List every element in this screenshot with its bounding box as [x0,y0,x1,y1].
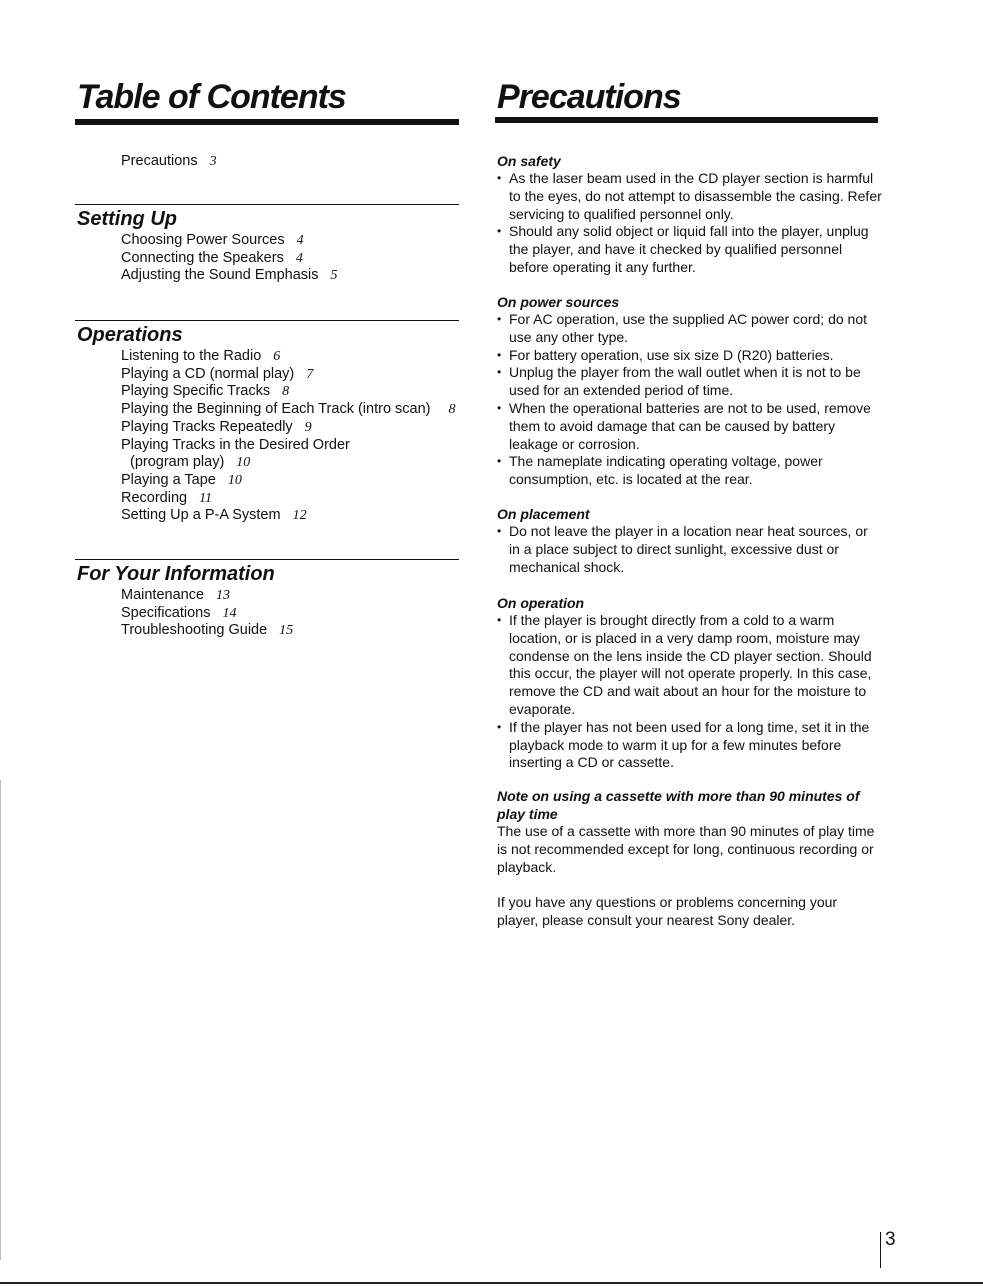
safety-heading: On safety [497,153,561,169]
toc-item[interactable] [121,366,456,384]
closing-section [497,894,882,930]
toc-item[interactable] [121,507,456,525]
list-item: • As the laser beam used in the CD player section is harmful to the eyes, do not attempt to disassemble the casing. Refer servicing to qualified personnel only. [497,170,882,223]
toc-item-label: (program play) [130,454,225,471]
toc-item-page: 11 [199,490,213,506]
placement-list [497,523,882,576]
toc-item[interactable] [121,348,456,366]
page-bottom-edge [0,1282,983,1284]
toc-item-label: Adjusting the Sound Emphasis [121,267,319,284]
toc-item-page: 8 [282,384,290,400]
toc-item-label: Precautions [121,153,198,169]
section-rule [75,320,459,321]
page-number-rule [880,1232,881,1268]
toc-item-label: Playing a Tape [121,471,216,488]
section-title-for-your-information: For Your Information [77,563,275,585]
page-number: 3 [885,1229,896,1250]
toc-item-page: 5 [330,268,338,284]
toc-item-label: Recording [121,489,188,506]
safety-section [497,152,882,277]
power-section [497,293,882,489]
toc-item-label: Specifications [121,604,211,621]
section-list-setting-up [121,232,338,285]
toc-item-label: Troubleshooting Guide [121,622,268,639]
section-rule [75,559,459,560]
section-title-setting-up: Setting Up [77,208,177,230]
cassette-note-text: The use of a cassette with more than 90 minutes of play time is not recommended except for long, continuous recording or playback. [497,823,875,875]
toc-item[interactable] [121,587,293,605]
operation-section [497,594,882,772]
toc-item-label: Maintenance [121,587,205,603]
toc-item-page: 8 [448,402,456,418]
placement-section [497,505,882,576]
power-heading: On power sources [497,294,620,310]
toc-item[interactable] [121,383,456,401]
toc-item-label: Listening to the Radio [121,348,262,364]
placement-heading: On placement [497,506,590,522]
section-title-operations: Operations [77,324,183,346]
toc-item[interactable] [121,490,456,508]
toc-item-page: 10 [236,455,251,471]
section-rule [75,204,459,205]
toc-item-page: 13 [216,588,231,603]
toc-item[interactable] [121,605,293,623]
toc-title-rule [75,119,459,125]
toc-item-label: Setting Up a P-A System [121,507,281,524]
toc-item-page: 15 [279,623,294,639]
power-list [497,311,882,489]
toc-item[interactable] [121,232,338,250]
toc-item[interactable] [121,419,456,437]
closing-text: If you have any questions or problems concerning your player, please consult your nearest Sony dealer. [497,894,838,928]
toc-item-precautions[interactable] [121,153,217,171]
toc-item[interactable] [121,437,456,455]
list-item: • Do not leave the player in a location near heat sources, or in a place subject to direct sunlight, excessive dust or mechanical shock. [497,523,882,576]
toc-item-page: 6 [273,349,281,364]
toc-item-page: 10 [227,472,242,488]
toc-item-label: Playing a CD (normal play) [121,365,295,382]
toc-item-page: 7 [306,366,314,382]
list-item: • For AC operation, use the supplied AC power cord; do not use any other type. [497,311,882,347]
toc-item[interactable] [121,472,456,490]
list-item: • Should any solid object or liquid fall into the player, unplug the player, and have it checked by qualified personnel before operating it any further. [497,223,882,276]
section-list-for-your-information [121,587,293,640]
cassette-note-heading: Note on using a cassette with more than 90 minutes of play time [497,788,860,822]
page-left-edge [0,780,1,1260]
toc-item-page: 3 [209,154,217,169]
toc-title: Table of Contents [77,78,346,116]
toc-item-page: 4 [296,233,304,248]
toc-item-label: Playing Tracks Repeatedly [121,418,293,435]
precautions-title-rule [495,117,878,123]
list-item: • Unplug the player from the wall outlet when it is not to be used for an extended period of time. [497,364,882,400]
cassette-note-section [497,787,882,876]
operation-list [497,612,882,772]
list-item: • If the player is brought directly from a cold to a warm location, or is placed in a very damp room, moisture may condense on the lens inside the CD player section. Should this occur, the player will not operate properly. In this case, remove the CD and wait about an hour for the moisture to evaporate. [497,612,882,719]
operation-heading: On operation [497,595,585,611]
toc-item[interactable] [121,454,456,472]
toc-item-label: Choosing Power Sources [121,232,285,248]
precautions-title: Precautions [497,78,681,116]
toc-item[interactable] [121,267,338,285]
toc-item-page: 12 [292,508,307,524]
toc-item-page: 9 [304,419,312,435]
toc-top-list [121,153,217,171]
toc-item[interactable] [121,250,338,268]
list-item: • When the operational batteries are not to be used, remove them to avoid damage that can be caused by battery leakage or corrosion. [497,400,882,453]
section-list-operations [121,348,456,525]
toc-item-page: 14 [222,605,237,621]
toc-item-label: Connecting the Speakers [121,249,284,266]
list-item: • If the player has not been used for a long time, set it in the playback mode to warm it up for a few minutes before inserting a CD or cassette. [497,719,882,772]
list-item: • The nameplate indicating operating voltage, power consumption, etc. is located at the rear. [497,453,882,489]
safety-list [497,170,882,277]
toc-item-label: Playing Specific Tracks [121,383,271,400]
toc-item-page: 4 [295,250,303,266]
toc-item[interactable] [121,622,293,640]
toc-item-label: Playing the Beginning of Each Track (intro scan) [121,401,431,418]
toc-item[interactable] [121,401,456,419]
list-item: • For battery operation, use six size D (R20) batteries. [497,347,882,365]
toc-item-label: Playing Tracks in the Desired Order [121,436,350,453]
